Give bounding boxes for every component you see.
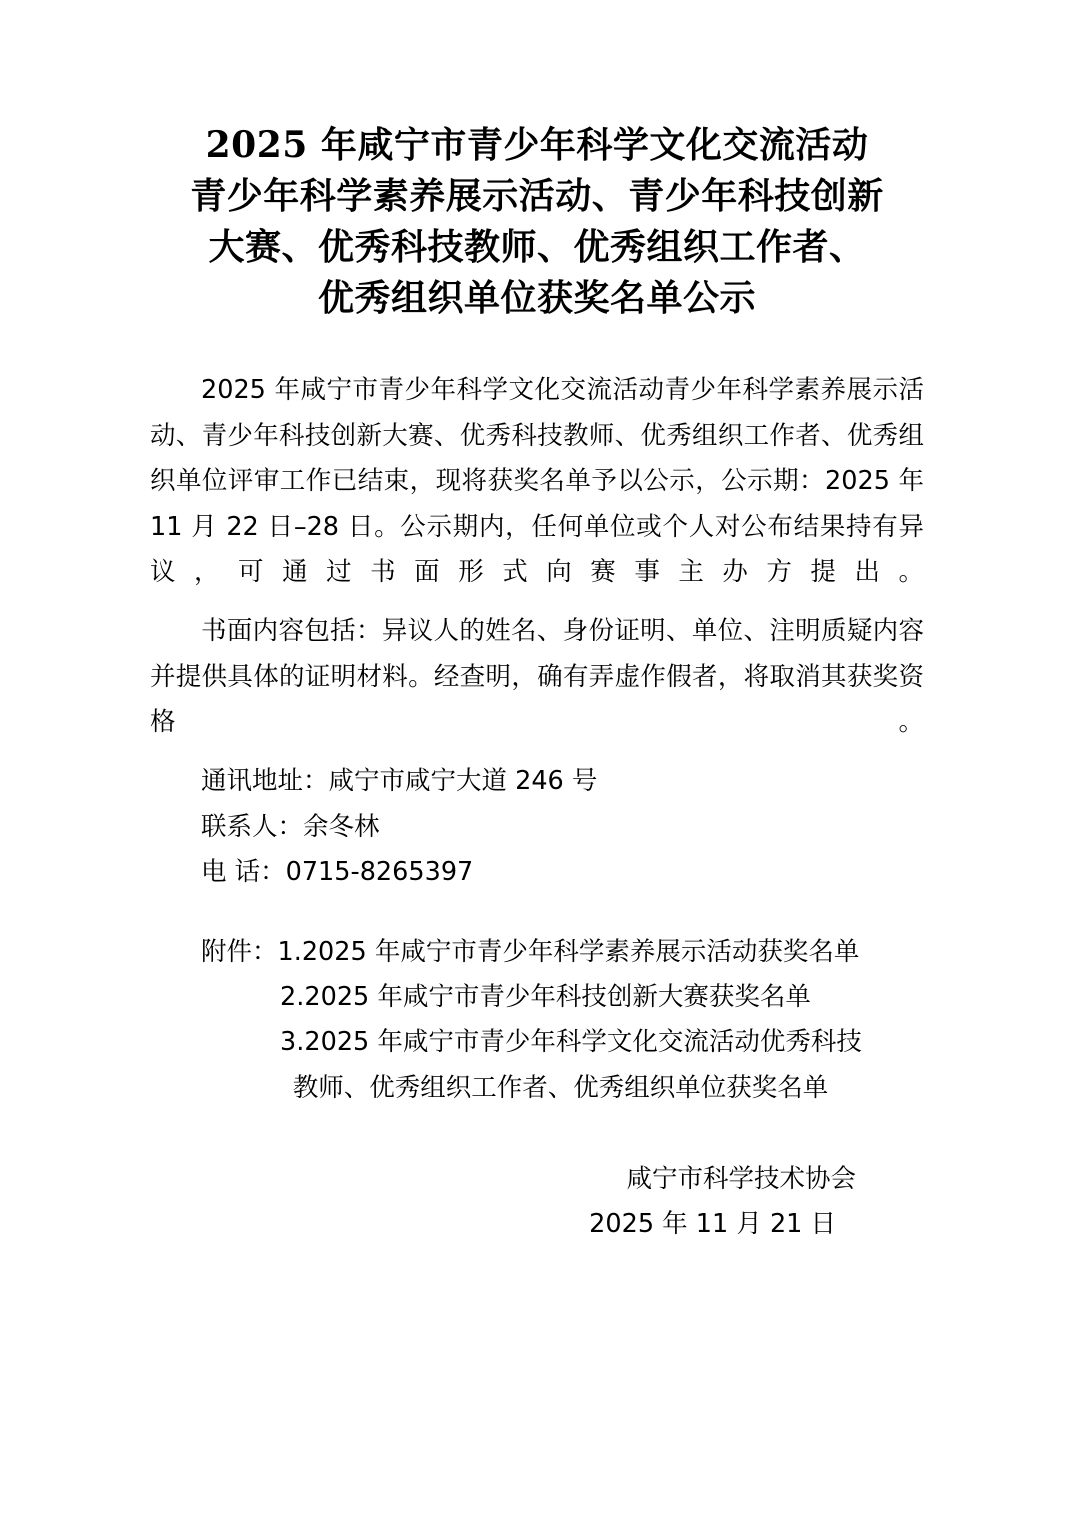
document-body: [150, 368, 924, 1247]
attachment-list: [150, 930, 924, 1112]
title-line-1: 2025 年咸宁市青少年科学文化交流活动: [205, 124, 869, 166]
page-title: [150, 120, 924, 324]
attachment-item-1: 附件：1.2025 年咸宁市青少年科学素养展示活动获奖名单: [201, 936, 860, 967]
paragraph-objection-details: 书面内容包括：异议人的姓名、身份证明、单位、注明质疑内容并提供具体的证明材料。经查明，确有弄虚作假者，将取消其获奖资格。: [150, 616, 924, 738]
contact-person: 联系人：余冬林: [201, 811, 380, 842]
paragraph-announcement: 2025 年咸宁市青少年科学文化交流活动青少年科学素养展示活动、青少年科技创新大赛、优秀科技教师、优秀组织工作者、优秀组织单位评审工作已结束，现将获奖名单予以公示，公示期：2025 年 11 月 22 日–28 日。公示期内，任何单位或个人对公布结果持有异议，可通过书面形式向赛事主办方提出。: [150, 375, 924, 587]
signature-block: [150, 1157, 924, 1248]
title-line-2: 青少年科学素养展示活动、青少年科技创新: [190, 175, 884, 218]
contact-address: 通讯地址：咸宁市咸宁大道 246 号: [201, 766, 598, 797]
paragraph-gap-1: [150, 595, 924, 609]
paragraph-gap-2: [150, 745, 924, 759]
title-line-3: 大赛、优秀科技教师、优秀组织工作者、: [208, 226, 866, 269]
signature-organization: 咸宁市科学技术协会: [626, 1164, 856, 1195]
signature-date: 2025 年 11 月 21 日: [589, 1209, 836, 1240]
attachment-signature-gap: [150, 1111, 924, 1157]
attachment-item-3-continuation: 教师、优秀组织工作者、优秀组织单位获奖名单: [292, 1072, 829, 1103]
attachment-item-3: 3.2025 年咸宁市青少年科学文化交流活动优秀科技: [280, 1027, 862, 1058]
title-line-4: 优秀组织单位获奖名单公示: [317, 277, 756, 320]
contact-phone: 电 话：0715-8265397: [201, 857, 474, 888]
contact-attachment-gap: [150, 896, 924, 930]
attachment-item-2: 2.2025 年咸宁市青少年科技创新大赛获奖名单: [280, 981, 811, 1012]
